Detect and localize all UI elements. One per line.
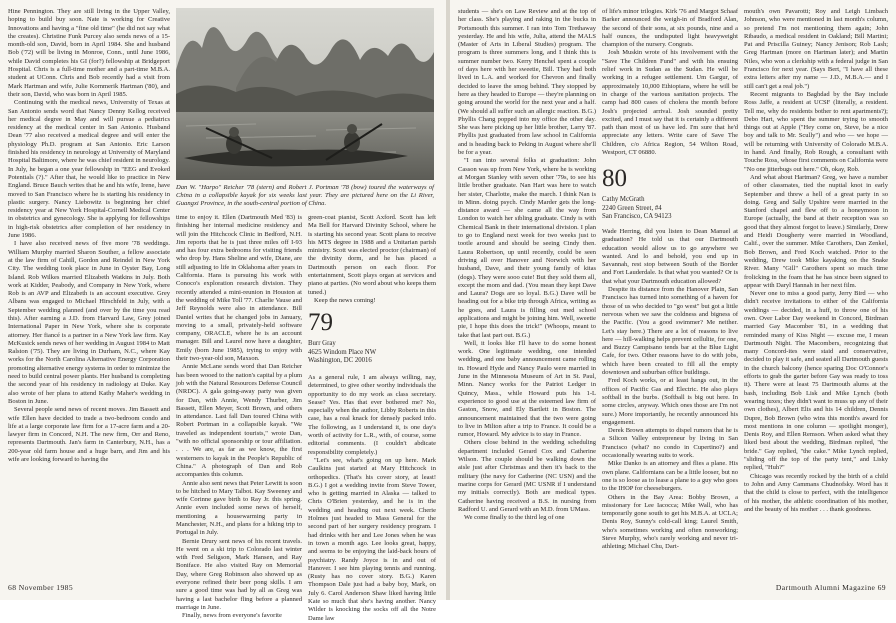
right-column-2-continued (602, 228, 738, 570)
class-secretary-street: 2240 Green Street, #4 (602, 204, 662, 212)
class-number: 80 (602, 165, 627, 192)
column-paragraph: Annie McLane sends word that Dan Reicher has been wooed to the nation's capital by a plum job with the Natural Resources Defense Council (NRDC). A gala going-away party was given for Dan, with Annie, Wendy Thurber, Jim Bassett, Ellen Meyer, Scott Brown, and others in attendance. Last fall Dan toured China with Robert Portman in a collapsible kayak. "We traveled as independent tourists," wrote Dan, "with no official sponsorship or tour affiliation. . . . We are, as far as we know, the first westerners to kayak in the People's Republic of China." A photograph of Dan and Rob accompanies this column. (176, 363, 302, 479)
column-paragraph: mouth's own Pavarotti; Roy and Leigh Limbach Johnson, who were mentioned in last month's column, so pretend I'm not mentioning them again; John Ribaudo, a medical resident in Oakland; Bill Martini; Pat and Priscilla Guiney; Nancy Jenison; Rob Lash; Greg Hartman (more on Hartman later); and Martin Niles, who won a clerkship with a federal judge in San Francisco for next year. (Says Bert, "I have all these extra letters after my name — J.D., M.B.A.— and I still can't get a real job.") (744, 8, 888, 90)
column-paragraph: As a general rule, I am always willing, nay, determined, to give other worthy individuals the opportunity to do my work as class secretary. Sease? Yes. Has that ever bothered me? No, especially when the author, Libby Roberts in this case, has a real knack for densely packed info. The following, as I understand it, is one day's worth of activity for L.R., with, of course, some editorial comments. (I couldn't abdicate responsibility completely.) (308, 374, 436, 456)
right-page (450, 0, 896, 600)
class-number: 79 (308, 309, 333, 336)
class-secretary-name: Burr Gray (308, 340, 336, 347)
class-secretary-city: San Francisco, CA 94123 (602, 213, 672, 220)
column-paragraph: students — she's on Law Review and at the top of her class. She's playing and raking in the bucks in Portsmouth this summer. I ran into Tom Trethaway yesterday. He and his wife, Julia, attend the MALS (Master of Arts in Liberal Studies) program. The program is three summers long, and I think this is summer number two. Kerry Henchel spent a couple of days here with her sweetie, Bill. They had both lived in L.A. and worked for Chevron and finally decided to leave the smog behind. They stopped by here as they headed to Europe — they're planning on going around the world for the next year and a half. (We should all suffer such an allergic reaction. B.G.) Phyllis Chang popped into my office the other day. She was here picking up her little brother, Larry '87. Phyllis just graduated from law school in California and is heading back to Peking in August where she'll be for a year. (458, 8, 596, 157)
column-paragraph: Others close behind in the wedding scheduling department included Gerard Cox and Catherine Wilson. The couple should be walking down the aisle just after Christmas and then it's back to the military (the navy for Catherine (NC USN) and the marine corps for Gerard (MC USNR if I understand my initials correctly). Both are medical types. Catherine having received a B.S. in nursing from Radford U. and Gerard with an M.D. from UMass. (458, 439, 596, 513)
column-paragraph: Despite its distance from the Hanover Plain, San Francisco has turned into something of a haven for those of us who decided to "go west" but got a little nervous when we saw the coldness and bigness of the Pacific. (You a good swimmer? Me neither. Let's stay here.) There are a lot of reasons to live here — hill-walking helps prevent cellulite, for one, and Buzzy Campisano tends bar at the Blue Light Cafe, for two. Other reasons have to do with jobs, which have been created to fill all the empty downtown and suburban office buildings. (602, 286, 738, 377)
column-paragraph: of life's minor trilogies. Kirk '76 and Margot Schaaf Barker announced the weigh-in of Bradford Alan, the second of their sons, at six pounds, nine and a half ounces, the undisputed light heavyweight champion of the nursery. Congrats. (602, 8, 738, 49)
li-river-kayak-image (176, 8, 434, 180)
column-paragraph: We come finally to the third leg of one (464, 514, 565, 522)
column-paragraph: "I ran into several folks at graduation: John Casson was up from New York, where he is working at Morgan Stanley with seven other '79s, to see his little brother graduate. Nan Hart was here to watch her sister, Charlotte, make the march. I think Nan is in Minn. doing psych. Cindy Marder gets the long-distance award — she came all the way from London to watch her sibling graduate. Cindy is with Chemical Bank in their international division. I plan to go to England next week for two weeks just to tootle around and should be seeing Cindy then. Laura Robertson, up until recently, could be seen driving all over Hanover and Norwich with her husband, Dave, and their young family of kitas (dogs). They were sooo cute! But they sold them all, except the mom and dad. (You mean they kept Dave and Laura? Dogs are so loyal. B.G.) Dave will be heading out for a bike trip through Africa, writing as he goes, and Laura is filling out med school applications and might be joining him. Well, sweetie pie, I hope this does the trick!" (Whoops, meant to take that last part out. B.G.) (458, 157, 596, 339)
column-paragraph: Fred Koch works, or at least hangs out, in the offices of Pacific Gas and Electric. He also plays softball in the burbs. (Softball is big out here. In some circles, anyway. Which ones those are I'm not sure.) More importantly, he recently announced his engagement. (602, 377, 738, 426)
column-paragraph: time to enjoy it. Ellen (Dartmouth Med '83) is finishing her internal medicine residency and will join the Hitchcock Clinic in Bedford, N.H. Jim reports that he is just three miles off I-93 and has four extra bedrooms for visiting friends who drop by. Hans Sheline and wife, Diane, are still adjusting to life in Oklahoma after years in California. Hans is pursuing his work with Conoco's exploration research division. They recently attended a mini-reunion in Houston at the wedding of Mike Toll '77. Charlie Vause and Jeff Reynolds were also in attendance. Bill Daniel writes that he changed jobs in January, moving to a small, privately-held software company, ORACLE, where he is an account manager. Bill and Laurel now have a daughter, Emily (born June 1985), trying to enjoy with their two-year-old son, Maxson. (176, 214, 302, 363)
column-paragraph: Keep the news coming! (314, 296, 376, 304)
column-paragraph: Bernie Drury sent news of his recent travels. He went on a ski trip to Colorado last winter with Fred Seligson, Mark Hansen, and Ray Boniface. He also visited Ray on Memorial Day, where Greg Robinson also showed up as everyone refined their beer pong skills. I am sure a good time was had by all as Greg was having a last bachelor fling before a planned marriage in June. (176, 537, 302, 611)
class-secretary-city: Washington, DC 20016 (308, 357, 372, 364)
class-secretary-name: Cathy McGrath (602, 196, 645, 203)
right-column-3 (744, 8, 888, 570)
class-heading-80 (602, 166, 738, 222)
left-column-2 (176, 214, 302, 620)
column-paragraph: Wade Herring, did you listen to Dean Manuel at graduation? He told us that our Dartmouth education would allow us to go anywhere we wanted. And lo and behold, you end up in Savannah, rest stop between South of the Border and Fort Lauderdale. Is that what you wanted? Or is that what your Dartmouth education allowed? (602, 228, 738, 285)
column-paragraph: Continuing with the medical news, University of Texas at San Antonio sends word that Nancy Denny Kellog received her medical degree in May and will pursue a pediatrics residency at the medical center in San Antonio. Husband Dean '77 also received a medical degree and will enter the physiology Ph.D. program at San Antonio. Eric Larson finished his residency in neurology at University of Maryland Hospital Baltimore, where he was chief resident in neurology. In July, he began a one year fellowship in "EEG and Evoked Potentials (?)." After that, he would like to practice in New England. Bruce Bauch writes that he and his wife, Irene, have moved to San Francisco where he is starting his residency in plastic surgery. Nancy Liebowitz is beginning her chief residency year at New York Hospital-Cornell Medical Center in obstetrics and gynecology. She is applying for fellowships in high-risk obstetrics after completion of her residency in June 1986. (8, 99, 170, 240)
column-paragraph: Others in the Bay Area: Bobby Brown, a missionary for Lee Iacocca; Mike Wall, who has temporarily gone south to get his M.B.A. at UCLA; Denis Roy, Sunny's cold-call king; Laurel Smith, who's sometimes working and often nonworking; Steve Murphy, who's rarely working and never tri-athleting; Michael Chu, Dart- (602, 493, 738, 551)
column-paragraph: Chicago was recently rocked by the birth of a child to John and Amy Cammans Chudnofsky. Word has it that the child is close to perfect, with the intelligence of his mother, the athletic coordination of his mother, and the beauty of his mother . . . thank goodness. (744, 472, 888, 513)
right-column-1 (458, 8, 596, 570)
left-column-3-continued (308, 374, 436, 622)
column-paragraph: And what about Hartman? Greg, we have a number of other classmates, tied the nuptial knot in early September and threw a hell of a great party in so doing. Greg and Sally Upshire were married in the Stanford chapel and flew off to a honeymoon in Europe (actually, the band at their reception was so good that they almost forgot to leave.) Similarly, Drew and Heidi Dougherty were married in Woodland, Calif., over the summer. Mike Carothers, Dan Zenkel, Bob Brown, and Fred Koch watched. Prior to the wedding, Drew took Mike kayaking on the Snake River. Many "Gill" Carothers spent so much time frolicking in the foam that he has since been signed to appear with Daryl Hannah in her next film. (744, 173, 888, 289)
left-column-3 (308, 214, 436, 306)
class-heading-79 (308, 310, 436, 366)
column-paragraph: I have also received news of five more '78 weddings. William Murphy married Sharon Souther, a fellow associate at the law firm of Cahill, Gordon and Reindel in New York City. The wedding took place in June in Oyster Bay, Long Island. Rob Wilkes married Elizabeth Watkins in July. Both work at Kidder, Peabody, and Company in New York, where Rob is an AVP and Elizabeth is an account executive. Grey Albans was engaged to Michael Hirschfeld in July, with a September wedding planned (and over by the time you read this). After earning a J.D. from Harvard Law, Grey joined International Paper in New York, where she is corporate attorney. Her fiancé is a partner in a New York law firm. Kay McKusick sends news of her wedding in August 1984 to Matt Ralston ('75). They are living in Durham, N.C., where Kay works for the North Carolina Alternative Energy Corporation promoting alternative energy systems in order to minimize the need to build central power plants. Her husband is completing the second year of his residency in radiology at Duke. Kay also wrote of her plans to attend Kathy Maher's wedding in Boston in June. (8, 240, 170, 405)
column-paragraph: Recent migrants to Baghdad by the Bay include Ross Jaffe, a resident at UCSF (literally, a resident. Tell me, why do residents bother to rent apartments?); Debo Hart, who spent the summer trying to smooth things out at Apple ("Hey come on, Steve, be a nice boy and talk to Mr. Scully") and who — we hope — will be returning with University of Colorado M.B.A. in hand. And finally, Rob Rough, a consultant with Touche Ross, whose first comments on California were "No one jitterbugs out here." Oh, okay, Rob. (744, 90, 888, 173)
left-page (0, 0, 446, 622)
column-paragraph: Finally, news from everyone's favorite (182, 612, 282, 620)
column-paragraph: Annie also sent news that Peter Lewitt is soon to be hitched to Mary Talbot. Kay Sweeney and wife Corinne gave birth to Ray Jr. this spring. Annie even included some news of herself, mentioning a housewarming party in Manchester, N.H., and plans for a hiking trip to Portugal in July. (176, 479, 302, 537)
class-secretary-street: 4625 Windom Place NW (308, 348, 377, 356)
page-folio-left: 68 November 1985 (8, 583, 74, 592)
column-paragraph: Well, it looks like I'll have to do some honest work. One legitimate wedding, one intended wedding, and one baby announcement came rolling in. Howard Hyde and Nancy Paulo were married in June in the Minnesota Museum of Art in St. Paul, Minn. Nancy works for the Patriot Ledger in Quincy, Mass., while Howard puts his 1-L experience to good use at the esteemed law firm of Gaston, Snow, and Ely Bartlett in Boston. The announcement maintained that the two were going to live in Milton after a trip to France. It could be a rumor, Howard. My advice is to stay in France. (458, 339, 596, 439)
column-paragraph: Hine Pennington. They are still living in the Upper Valley, hoping to build buy soon. Nate is working for Creative Innovations and having a "fine old time" (he did not say what the creates). Christine Funk Purcey also sends news of a 15-month-old son, David, born in April 1984. She and husband Bob ('72) will be living in Monroe, Conn., until June 1986, while David completes his GI (for?) fellowship at Bridgeport Hospital. Chris is a full-time mother and a part-time M.B.A. student at UConn. Chris and Bob recently had a visit from Mark Hartman and wife, Julie Kornmerik Hartman ('80), and their son, David, who was born in April 1985. (8, 8, 170, 98)
column-paragraph: Mike Danko is an attorney and flies a plane. His own plane. Californians can be a little looser, but no one is so loose as to lease a plane to a guy who goes to the IHOP for cheeseburgers. (602, 460, 738, 493)
column-paragraph: "Let's see, what's going on up here. Mark Caulkins just started at Mary Hitchcock in orthopedics. (That's his cover story, at least! B.G.) I got a wedding invite from Steve Tower, who is getting married in Alaska — talked to Chris O'Brien yesterday, and he is in the wedding and heading out next week. Cherie Holmes just headed to Mass General for the second part of her surgery residency program. I had drinks with her and Lee Jones when he was in town a month ago. Lee looks great, happy, and seems to be enjoying the laid-back hours of psychiatry. Randy Joyce is in and out of Hanover. I see him playing tennis and running. (Rusty has no cover story. B.G.) Karen Thompson Dale just had a baby boy, Mark, on July 6. Carol Anderson Shaw liked having little Kate so much that she's having another. Nancy Wilder is knocking the socks off all the Notre Dame law (308, 456, 436, 622)
column-paragraph: Derek Brown attempts to dispel rumors that he is a Silicon Valley entrepreneur by living in San Francisco (what? no condo in Cupertino?) and occasionally wearing suits to work. (602, 427, 738, 460)
left-column-1 (8, 8, 170, 570)
column-paragraph: Josh Muskin wrote of his involvement with the "Save The Children Fund" and with his ensuing relief work in Sudan as the Sudan. He will be working in a refugee settlement. Um Gargur, of approximately 10,000 Ethiopians, where he will be in charge of the various sanitation projects. The camp had 800 cases of cholera the month before Josh's projected arrival. Josh sounded pretty excited, and I must say that it is certainly a different path than most of us have led. I'm sure that he'd appreciate any letters. Write care of Save The Children, c/o Africa Region, 54 Wilton Road, Westport, CT 06880. (602, 49, 738, 157)
column-paragraph: Several people send news of recent moves. Jim Bassett and wife Ellen have decided to trade a two-bedroom condo and life at a large corporate law firm for a 17-acre farm and a 20-lawyer firm in Concord, N.H. The new firm, Orr and Reno, represents Dartmouth. Jan's farm in Canterbury, N.H., has a 200-year old farm house and a huge barn, and Jim and his wife are looking forward to having the (8, 406, 170, 464)
right-column-2 (602, 8, 738, 158)
page-folio-right: Dartmouth Alumni Magazine 69 (775, 583, 886, 592)
column-paragraph: Never one to miss a good party, Jerry Bird — who didn't receive invitations to either of the California weddings — decided, in a huff, to throw one of his own. Over Labor Day weekend in Concord, Birdman married Gay Macomber '81, in a wedding that reminded many of Kiss Night — excuse me, I mean Dartmouth Night. The Macombers, recognizing that many Concord-ites were staid and conservative, decided to play it safe, and seated all Dartmouth guests in the church balcony (hence sparing Doc O'Connor's efforts to grab the garter before Gay was ready to toss it). There were at least 75 Dartmouth alums at the bash, including Bob Lisk and Mike Lynch (both wearing tuxes; they didn't want to muss up any of their own clothes), Albert Elis and his 14 children, Dennis Dupre, Bob Brown (who wins this month's award for most mentions in one column — spotlight monger), Denis Roy, and Ellen Remson. When asked what they liked best about the wedding, Birdman replied, "the bride." Gay replied, "the cake." Mike Lynch replied, "sliding off the top of the party tent," and Lisky replied, "Huh?" (744, 290, 888, 472)
column-paragraph: green-coat pianist, Scott Axford. Scott has left Ma Bell for Harvard Divinity School, where he is starting his second year. Scott plans to receive his MTS degree in 1988 and a Unitarian parish ministry. Scott was elected proctor (chairman) of the divinity dorm, and he has placed a Dartmouth person on each floor. For entertainment, Scott plays organ at services and piano at parties. (No word about who keeps them tuned.) (308, 214, 436, 296)
photo-caption: Dan W. "Harpo" Reicher '78 (stern) and Robert J. Portman '78 (bow) toured the waterways of China in a collapsible kayak for six weeks last year. They are pictured here on the Li River, Guangxi Province, in the south-central portion of China. (176, 184, 434, 208)
kayak-photo (176, 8, 434, 180)
